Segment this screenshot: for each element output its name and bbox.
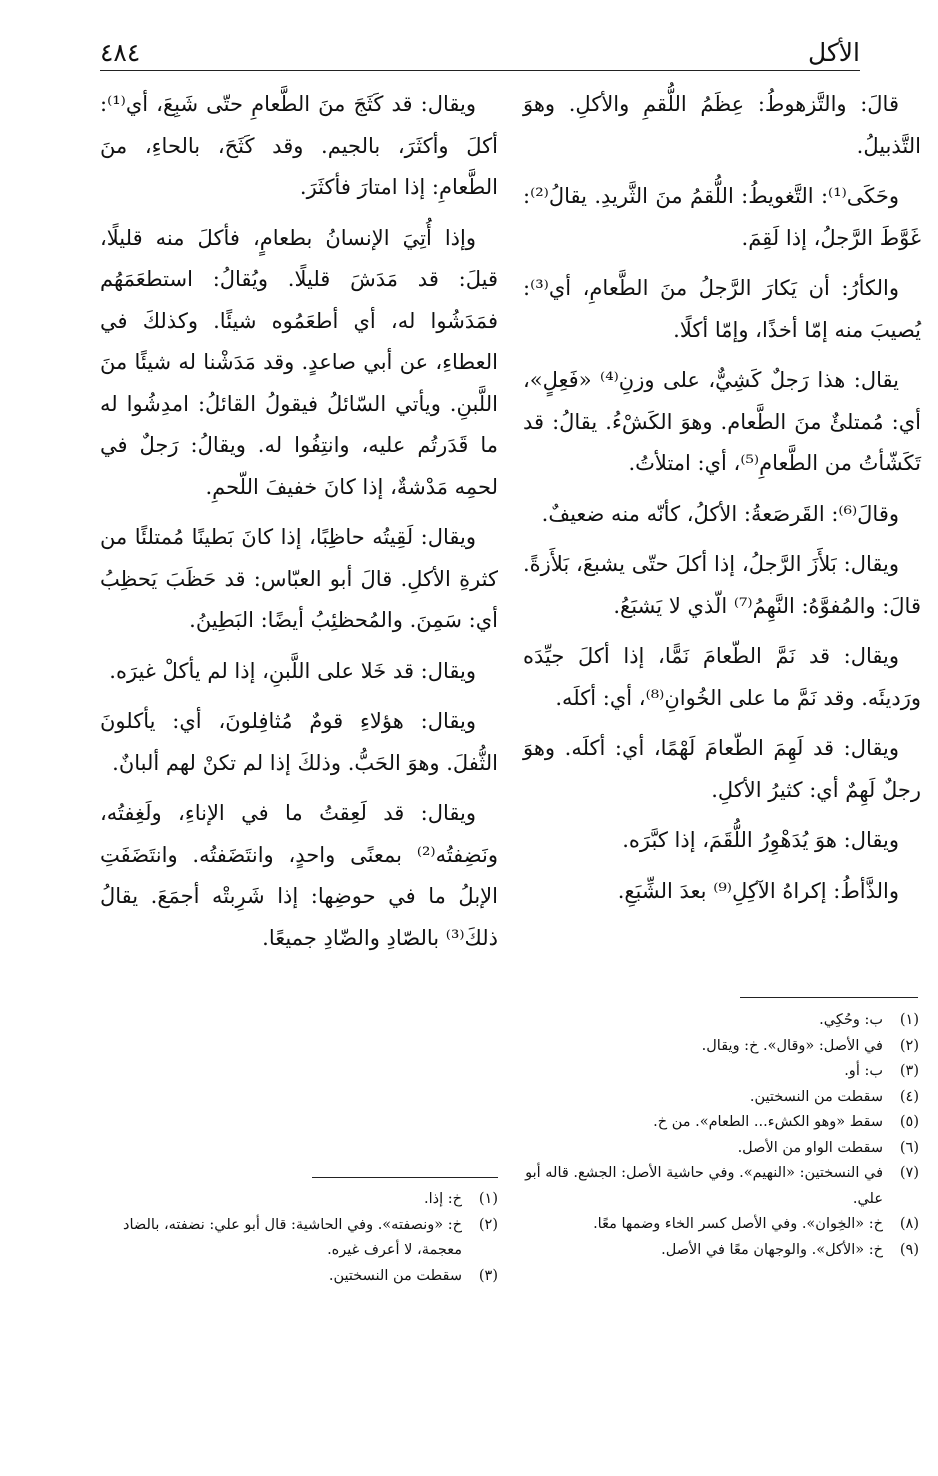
paragraph: والكأرُ: أن يَكارَ الرَّجلُ منَ الطَّعامِ، أي⁽³⁾: يُصيبَ منه إمّا أخذًا، وإمّا أكلًا. (523, 276, 921, 342)
right-column (523, 84, 921, 921)
paragraph: والذَّأطُ: إكراهُ الآكِلِ⁽⁹⁾ بعدَ الشِّبَعِ. (617, 878, 899, 903)
footnote (519, 1212, 919, 1238)
footnote-number: (٨) (899, 1216, 919, 1232)
footnote-text: ب: أو. (844, 1063, 883, 1079)
footnote-text: خ: إذا. (424, 1191, 462, 1207)
page-number: ٤٨٤ (100, 38, 141, 67)
footnote (100, 1187, 498, 1213)
footnote (519, 1059, 919, 1085)
footnote-number: (٦) (899, 1139, 919, 1156)
left-column (100, 84, 498, 968)
footnote (100, 1213, 498, 1264)
footnote-divider-left (312, 1177, 498, 1178)
footnote-divider-right (740, 997, 918, 998)
footnote (519, 1008, 919, 1034)
footnote-number: (٢) (478, 1216, 498, 1233)
footnote-number: (٥) (899, 1114, 919, 1130)
paragraph: ويقال: قد لَهِمَ الطّعامَ لَهْمًا، أي: أكلَه. وهوَ رجلٌ لَهِمٌ أي: كثيرُ الأكلِ. (523, 736, 921, 802)
footnote-text: في النسختين: «النهيم». وفي حاشية الأصل: الجشع. قاله أبو علي. (525, 1165, 883, 1207)
paragraph: قالَ: والتَّزهوطُ: عِظَمُ اللُّقمِ والأكلِ. وهوَ التَّذبيلُ. (523, 92, 921, 158)
footnote (519, 1161, 919, 1212)
footnote-number: (٧) (899, 1165, 919, 1181)
footnote-text: خ: «الأكل». والوجهان معًا في الأصل. (661, 1241, 883, 1258)
paragraph: يقال: هذا رَجلٌ كَشِيٌّ، على وزنِ⁽⁴⁾ «فَعِلٍ»، أي: مُمتلئٌ منَ الطَّعام. وهوَ الكَشْءُ. يقالُ: قد تَكَشّأتُ من الطَّعامِ⁽⁵⁾، أي: امتلأتُ. (523, 368, 921, 475)
footnote-text: خ: «الخِوان». وفي الأصل كسر الخاء وضمها معًا. (593, 1216, 883, 1232)
footnote-text: سقطت من النسختين. (328, 1267, 462, 1284)
footnotes-right (519, 1008, 919, 1263)
footnote-text: خ: «ونصفته». وفي الحاشية: قال أبو علي: نضفته، بالضاد معجمة، لا أعرف غيره. (123, 1216, 462, 1258)
paragraph: وإذا أُتِيَ الإنسانُ بطعامٍ، فأكلَ منه قليلًا، قيلَ: قد مَدَشَ قليلًا. ويُقالُ: استطعَمَهُم فمَدَشُوا له، أي أطعَمُوه شيئًا. وكذلكَ في العطاءِ، عن أبي صاعدٍ. وقد مَدَشْنا له شيئًا منَ اللَّبنِ. ويأتي السّائلُ فيقولُ القائلُ: امدِشُوا له ما قَدَرتُم عليه، وانتِفُوا له. ويقالُ: رَجلٌ في لحمِه مَدْشةٌ، إذا كانَ خفيفَ اللّحمِ. (100, 225, 498, 499)
footnote-number: (٩) (899, 1241, 919, 1258)
paragraph: وحَكَى⁽¹⁾: التَّغويطُ: اللُّقمُ منَ الثَّريدِ. يقالُ⁽²⁾: غَوَّطَ الرَّجلُ، إذا لَقِمَ. (523, 184, 921, 250)
paragraph: ويقال: قد نَمَّ الطّعامَ نَمًّا، إذا أكلَ جيِّدَه ورَديئَه. وقد نَمَّ ما على الخُوانِ⁽⁸⁾، أي: أكلَه. (523, 644, 921, 710)
paragraph: وقالَ⁽⁶⁾: القَرصَعةُ: الأكلُ، كأنّه منه ضعيفٌ. (541, 501, 899, 526)
footnote-number: (٣) (478, 1267, 498, 1284)
paragraph: ويقال: قد كَثَجَ منَ الطَّعامِ حتّى شَبِعَ، أي⁽¹⁾: أكلَ وأكثَرَ، بالجيم. وقد كَثَحَ، بالحاءِ، منَ الطَّعامِ: إذا امتارَ فأكثَرَ. (100, 92, 498, 199)
footnote-number: (٤) (899, 1088, 919, 1105)
footnote (100, 1264, 498, 1290)
footnote (519, 1110, 919, 1136)
paragraph: ويقال: هوَ يُدَهْوِرُ اللُّقَمَ، إذا كبَّرَه. (622, 828, 899, 852)
paragraph: ويقال: هؤلاءِ قومٌ مُثافِلونَ، أي: يأكلونَ الثُّفلَ. وهوَ الحَبُّ. وذلكَ إذا لم تكنْ لهم ألبانٌ. (100, 709, 498, 775)
header-rule (100, 70, 860, 71)
footnote-number: (٣) (899, 1063, 919, 1079)
footnote-number: (١) (478, 1191, 498, 1207)
footnote (519, 1238, 919, 1264)
footnote-text: في الأصل: «وقال». خ: ويقال. (701, 1037, 883, 1054)
footnote-text: ب: وحُكِي. (819, 1012, 883, 1028)
paragraph: ويقال: لَقِيتُه حاظِبًا، إذا كانَ بَطينًا مُمتلئًا من كثرةِ الأكلِ. قالَ أبو العبّاس: قد حَظَبَ يَحظِبُ أي: سَمِنَ. والمُحظئِبُ أيضًا: البَطِينُ. (100, 525, 498, 632)
footnote (519, 1136, 919, 1162)
footnote-number: (٢) (899, 1037, 919, 1054)
footnote (519, 1034, 919, 1060)
footnotes-left (100, 1187, 498, 1289)
footnote-text: سقطت الواو من الأصل. (737, 1139, 883, 1156)
footnote-text: سقط «وهو الكشء... الطعام». من خ. (653, 1114, 883, 1130)
footnote-number: (١) (899, 1012, 919, 1028)
paragraph: ويقال: بَلأَزَ الرَّجلُ، إذا أكلَ حتّى يشبعَ، بَلأَزةً. قالَ: والمُفوَّهُ: النَّهِمُ⁽⁷⁾ الّذي لا يَشبَعُ. (523, 552, 921, 618)
running-title: الأكل (807, 38, 860, 67)
page-header (100, 34, 860, 72)
footnote-text: سقطت من النسختين. (749, 1088, 883, 1105)
footnote (519, 1085, 919, 1111)
paragraph: ويقال: قد لَعِقتُ ما في الإناءِ، ولَغِفتُه، ونَضِفتُه⁽²⁾ بمعنًى واحدٍ، وانتَضَفتُه. وانتَضَفَتِ الإبلُ ما في حوضِها: إذا شَرِبتْه أجمَعَ. يقالُ ذلكَ⁽³⁾ بالصّادِ والضّادِ جميعًا. (100, 801, 498, 950)
paragraph: ويقال: قد خَلا على اللَّبنِ، إذا لم يأكلْ غيرَه. (109, 658, 476, 683)
